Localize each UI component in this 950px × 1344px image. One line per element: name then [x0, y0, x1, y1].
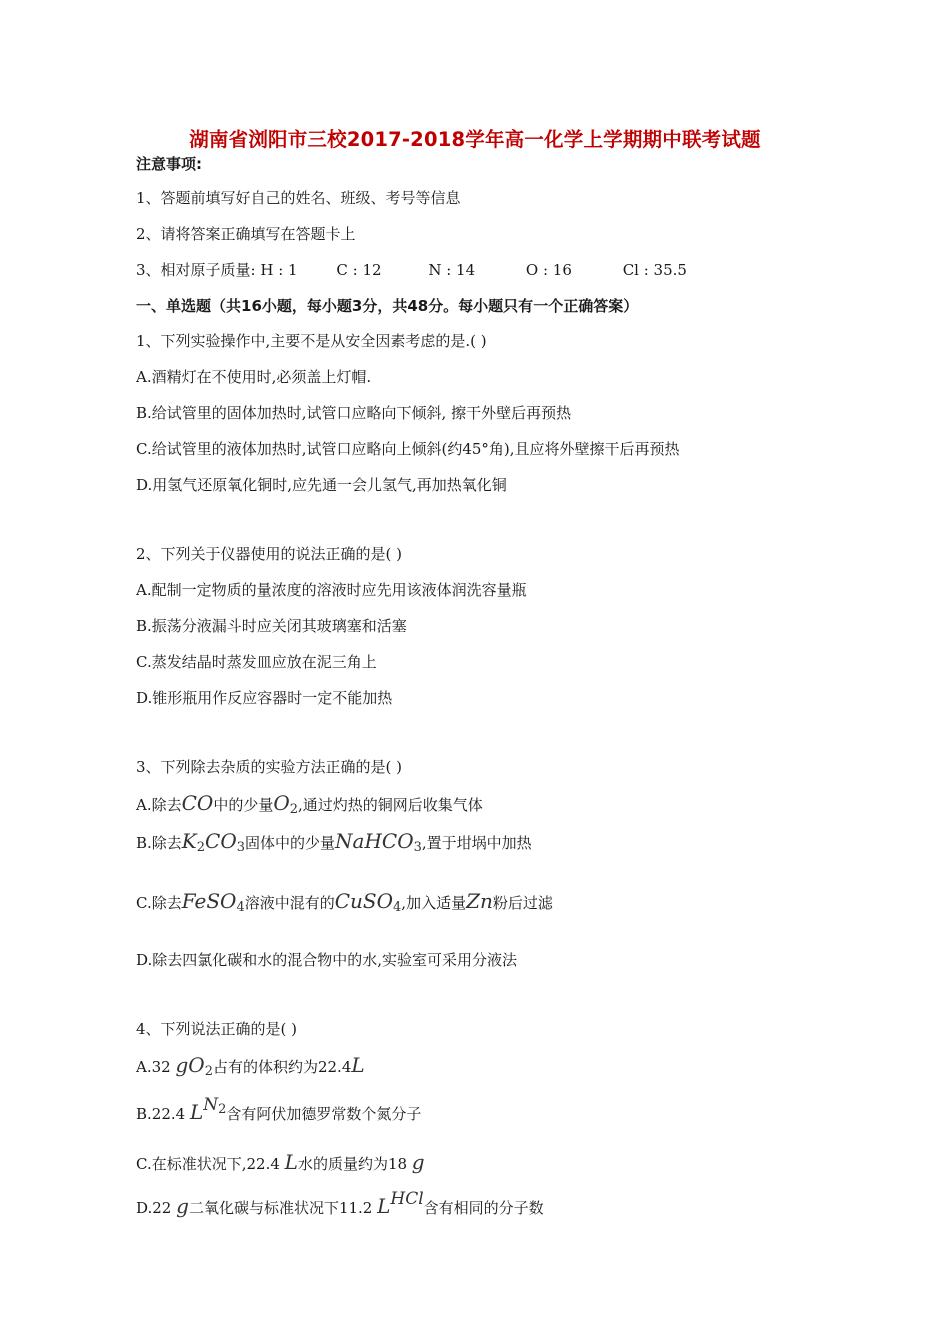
- atomic-mass-cl: Cl : 35.5: [622, 261, 687, 279]
- unit-g: g: [175, 1053, 189, 1077]
- q3-b-text-1: B.除去: [136, 834, 182, 852]
- q1-option-c: C.给试管里的液体加热时,试管口应略向上倾斜(约45°角),且应将外壁擦干后再预热: [136, 440, 680, 458]
- page-title: 湖南省浏阳市三校2017-2018学年高一化学上学期期中联考试题: [189, 128, 761, 151]
- formula-hcl-raised: HCl: [390, 1189, 424, 1209]
- q1-option-a: A.酒精灯在不使用时,必须盖上灯帽.: [136, 368, 372, 386]
- q4-option-a: [136, 1055, 365, 1082]
- q2-option-b: B.振荡分液漏斗时应关闭其玻璃塞和活塞: [136, 617, 407, 635]
- formula-n2: [203, 1095, 227, 1124]
- q4-stem: 4、下列说法正确的是( ): [136, 1020, 298, 1038]
- q3-b-text-3: ,置于坩埚中加热: [421, 834, 532, 852]
- formula-nahco3-symbol: NaHCO: [335, 829, 414, 853]
- q4-option-d: [136, 1189, 544, 1218]
- formula-cuso4-symbol: CuSO: [334, 889, 394, 913]
- q4-b-text-1: B.22.4: [136, 1105, 190, 1123]
- atomic-mass-label: 3、相对原子质量:: [136, 261, 256, 279]
- q3-a-text-3: ,通过灼热的铜网后收集气体: [298, 796, 483, 814]
- formula-o2-symbol: O: [273, 791, 290, 815]
- formula-feso4-subscript: 4: [236, 900, 245, 915]
- formula-o2-subscript: 2: [204, 1064, 213, 1079]
- unit-l: L: [377, 1194, 391, 1218]
- formula-o2-subscript: 2: [289, 802, 299, 817]
- formula-cuso4: [335, 889, 402, 913]
- formula-n2-subscript: 2: [218, 1102, 227, 1117]
- formula-feso4: [182, 889, 245, 913]
- q4-c-text-2: 水的质量约为18: [297, 1155, 412, 1173]
- notice-item-1: 1、答题前填写好自己的姓名、班级、考号等信息: [136, 189, 461, 207]
- q3-c-text-4: 粉后过滤: [492, 894, 553, 912]
- formula-cuso4-subscript: 4: [393, 900, 402, 915]
- q1-option-b: B.给试管里的固体加热时,试管口应略向下倾斜, 擦干外壁后再预热: [136, 404, 572, 422]
- q1-stem: 1、下列实验操作中,主要不是从安全因素考虑的是.( ): [136, 332, 487, 350]
- formula-o2: [188, 1053, 213, 1077]
- atomic-mass-c: C : 12: [336, 261, 382, 279]
- unit-g: g: [411, 1150, 425, 1174]
- q2-option-d: D.锥形瓶用作反应容器时一定不能加热: [136, 689, 393, 707]
- unit-l: L: [189, 1100, 204, 1124]
- notice-heading: 注意事项:: [136, 155, 202, 173]
- formula-hcl: [390, 1189, 424, 1218]
- q4-d-text-3: 含有相同的分子数: [423, 1199, 544, 1217]
- q1-option-d: D.用氢气还原氧化铜时,应先通一会儿氢气,再加热氧化铜: [136, 476, 507, 494]
- unit-l: L: [284, 1150, 298, 1174]
- formula-co: CO: [181, 791, 214, 815]
- q3-a-text-1: A.除去: [136, 796, 182, 814]
- atomic-mass-line: [136, 260, 687, 280]
- q4-option-b: [136, 1095, 421, 1124]
- section1-heading: 一、单选题（共16小题，每小题3分，共48分。每小题只有一个正确答案）: [136, 297, 639, 315]
- formula-k2co3-sub1: 2: [196, 840, 206, 855]
- formula-nahco3: [335, 829, 422, 853]
- formula-n2-symbol: N: [203, 1095, 219, 1115]
- formula-k2co3-co: CO: [205, 829, 237, 853]
- q4-c-text-1: C.在标准状况下,22.4: [136, 1155, 285, 1173]
- q3-c-text-1: C.除去: [136, 894, 182, 912]
- unit-g: g: [176, 1194, 189, 1218]
- q3-a-text-2: 中的少量: [213, 796, 274, 814]
- q4-a-text-2: 占有的体积约为22.4: [212, 1058, 352, 1076]
- formula-k2co3: [182, 829, 245, 853]
- q2-stem: 2、下列关于仪器使用的说法正确的是( ): [136, 545, 403, 563]
- formula-zn: Zn: [466, 889, 493, 913]
- formula-n2-raised: [203, 1095, 226, 1115]
- q3-b-text-2: 固体中的少量: [245, 834, 336, 852]
- q3-c-text-2: 溶液中混有的: [244, 894, 335, 912]
- formula-k2co3-sub2: 3: [236, 840, 246, 855]
- notice-item-2: 2、请将答案正确填写在答题卡上: [136, 225, 356, 243]
- q3-c-text-3: ,加入适量: [401, 894, 467, 912]
- q4-b-text-2: 含有阿伏加德罗常数个氮分子: [226, 1105, 422, 1123]
- atomic-mass-n: N : 14: [428, 261, 476, 279]
- q3-stem: 3、下列除去杂质的实验方法正确的是( ): [136, 758, 403, 776]
- q3-option-d: D.除去四氯化碳和水的混合物中的水,实验室可采用分液法: [136, 951, 518, 969]
- q2-option-a: A.配制一定物质的量浓度的溶液时应先用该液体润洗容量瓶: [136, 581, 527, 599]
- q4-option-c: [136, 1152, 425, 1174]
- atomic-mass-o: O : 16: [525, 261, 572, 279]
- q3-option-c: [136, 891, 553, 918]
- q3-option-b: [136, 831, 532, 858]
- formula-o2-symbol: O: [188, 1053, 205, 1077]
- q4-d-text-1: D.22: [136, 1199, 177, 1217]
- q4-a-text-1: A.32: [136, 1058, 176, 1076]
- unit-l: L: [351, 1053, 365, 1077]
- formula-nahco3-subscript: 3: [413, 840, 422, 855]
- formula-o2: [273, 791, 298, 815]
- q4-d-text-2: 二氧化碳与标准状况下11.2: [188, 1199, 378, 1217]
- q3-option-a: [136, 793, 483, 820]
- atomic-mass-h: H : 1: [260, 261, 298, 279]
- formula-feso4-symbol: FeSO: [181, 889, 237, 913]
- formula-k2co3-k: K: [181, 829, 197, 853]
- q2-option-c: C.蒸发结晶时蒸发皿应放在泥三角上: [136, 653, 377, 671]
